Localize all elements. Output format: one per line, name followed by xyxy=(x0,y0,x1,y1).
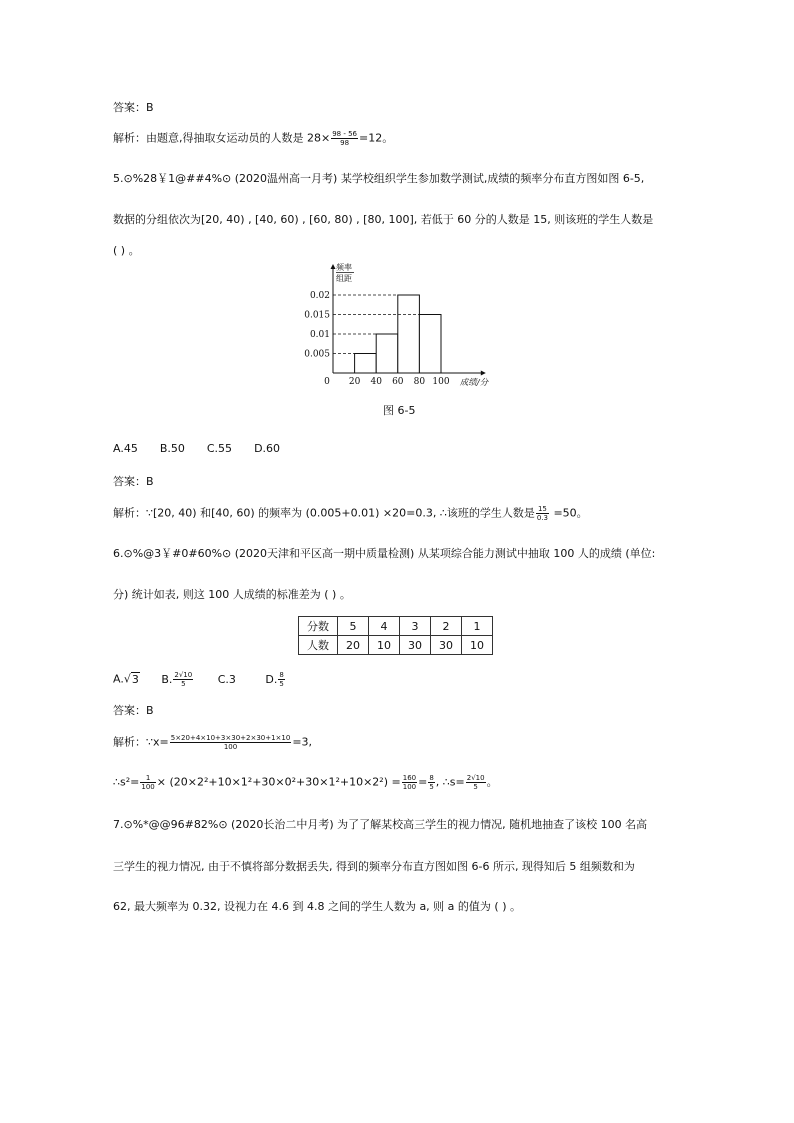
table-row xyxy=(299,636,493,655)
q7-stem-line1: 7.⊙%*@@96#82%⊙ (2020长治二中月考) 为了了解某校高三学生的视力情况, 随机地抽查了该校 100 名高 xyxy=(113,818,648,831)
q6-analysis1-den: 100 xyxy=(223,743,238,751)
q6-analysis2-frac3-num: 8 xyxy=(429,774,434,782)
q4-analysis-suffix: =12。 xyxy=(359,131,394,145)
q5-options xyxy=(113,442,302,456)
q6-score-table xyxy=(298,616,493,655)
table-row xyxy=(299,617,493,636)
table-cell-header: 人数 xyxy=(299,636,338,655)
q6-analysis1-suffix: =3, xyxy=(292,735,313,749)
q6-analysis2-frac4-num: 2√10 xyxy=(466,774,485,782)
q6-options xyxy=(113,671,286,688)
q6-option-d xyxy=(265,673,285,686)
q6-analysis2-end: 。 xyxy=(486,775,498,789)
q6-analysis2-frac2-num: 160 xyxy=(402,774,417,782)
q6-option-b xyxy=(161,673,194,686)
y-tick-label: 0.005 xyxy=(304,349,330,360)
x-axis-label: 成绩/分 xyxy=(459,378,489,388)
x-tick-label: 20 xyxy=(348,377,361,387)
histogram-bar xyxy=(419,315,441,374)
table-cell-header: 分数 xyxy=(299,617,338,636)
q6-analysis2-frac4-den: 5 xyxy=(473,783,478,791)
q4-analysis xyxy=(113,130,393,147)
table-cell: 10 xyxy=(462,636,493,655)
y-tick-label: 0.015 xyxy=(304,310,330,321)
q6-option-b-num: 2√10 xyxy=(174,671,193,679)
table-cell: 30 xyxy=(431,636,462,655)
origin-label: 0 xyxy=(324,377,330,387)
y-tick-label: 0.02 xyxy=(309,291,330,301)
table-cell: 20 xyxy=(338,636,369,655)
y-label-bottom: 组距 xyxy=(336,274,352,283)
q6-option-a: A.√3 xyxy=(113,672,139,686)
q6-analysis2-prefix: ∴s²= xyxy=(113,775,140,789)
q6-analysis1-num: 5×20+4×10+3×30+2×30+1×10 xyxy=(170,734,291,742)
table-cell: 1 xyxy=(462,617,493,636)
q4-answer: 答案：B xyxy=(113,101,154,114)
q5-stem-line1: 5.⊙%28￥1@##4%⊙ (2020温州高一月考) 某学校组织学生参加数学测试,成绩的频率分布直方图如图 6-5, xyxy=(113,172,645,185)
q4-fraction xyxy=(331,130,358,147)
q7-stem-line3: 62, 最大频率为 0.32, 设视力在 4.6 到 4.8 之间的学生人数为 a, 则 a 的值为 ( ) 。 xyxy=(113,900,521,913)
q6-option-a-label: A. xyxy=(113,672,124,686)
table-cell: 2 xyxy=(431,617,462,636)
q6-analysis2-eq: = xyxy=(418,775,428,789)
q4-frac-num: 98 - 56 xyxy=(332,130,358,138)
q5-option-d: D.60 xyxy=(254,442,281,455)
q5-option-b: B.50 xyxy=(159,442,185,455)
q6-option-b-den: 5 xyxy=(181,680,186,688)
y-axis-arrow xyxy=(331,264,336,269)
table-cell: 4 xyxy=(369,617,400,636)
q5-answer: 答案：B xyxy=(113,475,154,488)
q6-analysis-line2 xyxy=(113,774,498,791)
q5-fraction xyxy=(536,505,549,522)
q6-analysis2-frac1-num: 1 xyxy=(140,774,155,783)
table-cell: 3 xyxy=(400,617,431,636)
table-cell: 10 xyxy=(369,636,400,655)
q6-option-a-radicand: 3 xyxy=(131,672,139,686)
q5-analysis-suffix: =50。 xyxy=(549,506,588,520)
q4-frac-den: 98 xyxy=(340,139,350,147)
histogram-bar xyxy=(398,295,420,373)
histogram-bar xyxy=(376,334,398,373)
q5-stem-line2: 数据的分组依次为[20, 40) , [40, 60) , [60, 80) , [80, 100], 若低于 60 分的人数是 15, 则该班的学生人数是 xyxy=(113,213,654,226)
q6-option-c: C.3 xyxy=(217,672,236,686)
q6-analysis-line1 xyxy=(113,734,312,751)
q5-frac-num: 15 xyxy=(536,505,549,514)
q5-option-a: A.45 xyxy=(113,442,138,455)
q5-stem-line3: ( ) 。 xyxy=(113,244,140,257)
x-tick-label: 80 xyxy=(413,377,426,387)
q5-option-c: C.55 xyxy=(206,442,233,455)
x-tick-label: 40 xyxy=(370,377,382,387)
q6-analysis2-mid2: , ∴s= xyxy=(435,775,465,789)
q6-stem-line2: 分) 统计如表, 则这 100 人成绩的标准差为 ( ) 。 xyxy=(113,588,351,601)
q6-stem-line1: 6.⊙%@3￥#0#60%⊙ (2020天津和平区高一期中质量检测) 从某项综合能力测试中抽取 100 人的成绩 (单位: xyxy=(113,547,656,560)
figure-caption: 图 6-5 xyxy=(383,404,416,417)
table-cell: 5 xyxy=(338,617,369,636)
q5-frac-den: 0.3 xyxy=(536,514,548,522)
q6-analysis1-prefix: 解析：∵x= xyxy=(113,735,169,749)
q7-stem-line2: 三学生的视力情况, 由于不慎将部分数据丢失, 得到的频率分布直方图如图 6-6 所示, 现得知后 5 组频数和为 xyxy=(113,860,635,873)
q6-analysis2-frac3-den: 5 xyxy=(429,783,434,791)
histogram-bar xyxy=(355,354,377,374)
q6-analysis2-frac1-den: 100 xyxy=(141,783,155,791)
q6-answer: 答案：B xyxy=(113,704,154,717)
q5-analysis-prefix: 解析：∵[20, 40) 和[40, 60) 的频率为 (0.005+0.01) ×20=0.3, ∴该班的学生人数是 xyxy=(113,506,535,520)
x-tick-label: 60 xyxy=(392,377,404,387)
q6-analysis2-frac2-den: 100 xyxy=(402,783,417,791)
q6-option-d-den: 5 xyxy=(279,680,284,688)
x-axis-arrow xyxy=(481,371,486,376)
q4-analysis-prefix: 解析：由题意,得抽取女运动员的人数是 28× xyxy=(113,131,331,145)
q6-option-d-num: 8 xyxy=(279,671,284,679)
table-cell: 30 xyxy=(400,636,431,655)
x-tick-label: 100 xyxy=(432,377,450,387)
y-label-top: 频率 xyxy=(336,263,352,272)
q6-option-d-label: D. xyxy=(265,672,278,686)
q6-analysis2-mid: × (20×2²+10×1²+30×0²+30×1²+10×2²) = xyxy=(156,775,401,789)
q6-option-b-label: B. xyxy=(161,672,173,686)
q5-analysis xyxy=(113,505,588,522)
y-tick-label: 0.01 xyxy=(309,330,330,340)
histogram-figure-6-5 xyxy=(300,258,500,393)
